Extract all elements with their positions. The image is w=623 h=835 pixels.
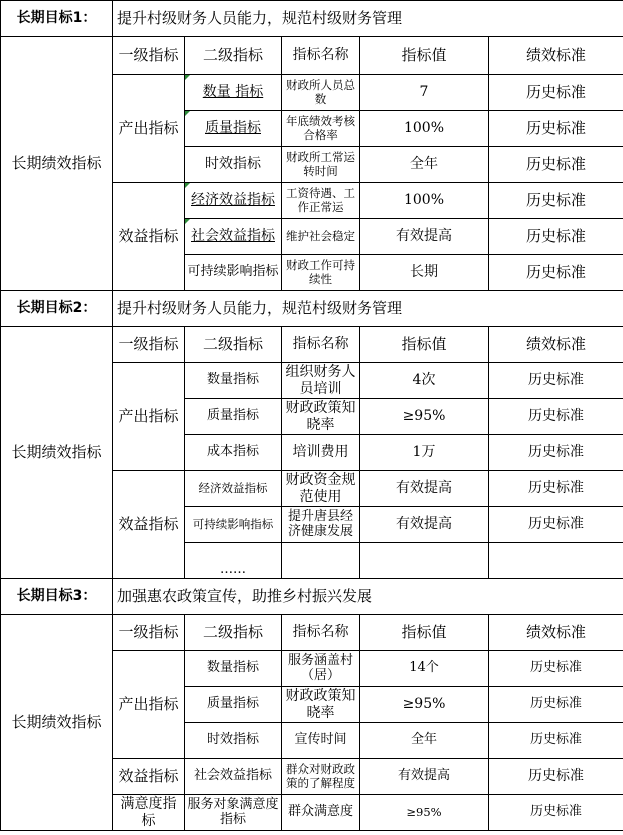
header-level1: 一级指标 [113,327,185,363]
indicator-value-cell: 100% [360,183,489,219]
indicator-name-cell: 财政所工常运转时间 [282,147,360,183]
level1-cell: 产出指标 [113,75,185,183]
indicator-name-cell [282,543,360,579]
goal-2-text: 提升村级财务人员能力，规范村级财务管理 [113,291,623,327]
level2-text: 社会效益指标 [191,228,275,245]
level2-cell: 质量指标 [185,399,282,435]
level2-cell: 数量指标 [185,651,282,687]
level2-cell: 时效指标 [185,723,282,759]
header-performance-standard: 绩效标准 [489,37,623,75]
indicator-value-cell: 全年 [360,147,489,183]
level2-cell: 服务对象满意度指标 [185,795,282,831]
goal-3-header-row [1,615,623,651]
indicator-value-cell: ≥95% [360,795,489,831]
standard-cell [489,543,623,579]
header-level2: 二级指标 [185,615,282,651]
goal-2-header-row [1,327,623,363]
level2-cell [185,75,282,111]
standard-cell: 历史标准 [489,255,623,291]
standard-cell: 历史标准 [489,219,623,255]
indicator-value-cell: ≥95% [360,687,489,723]
indicator-value-cell: 有效提高 [360,219,489,255]
standard-cell: 历史标准 [489,435,623,471]
indicator-name-cell: 群众对财政政策的了解程度 [282,759,360,795]
level2-cell: 社会效益指标 [185,759,282,795]
indicator-value-cell: 1万 [360,435,489,471]
indicator-value-cell: 有效提高 [360,507,489,543]
level2-text: 数量 指标 [202,84,264,101]
goal-2-label: 长期目标2： [1,291,113,327]
indicator-value-cell: 7 [360,75,489,111]
standard-cell: 历史标准 [489,147,623,183]
level2-cell: 可持续影响指标 [185,507,282,543]
level2-cell: 成本指标 [185,435,282,471]
indicator-value-cell: 14个 [360,651,489,687]
indicator-value-cell: 4次 [360,363,489,399]
level2-cell [185,219,282,255]
indicator-name-cell: 提升唐县经济健康发展 [282,507,360,543]
level2-cell [185,111,282,147]
level2-cell: …… [185,543,282,579]
header-indicator-value: 指标值 [360,327,489,363]
standard-cell: 历史标准 [489,399,623,435]
goal-1-text: 提升村级财务人员能力，规范村级财务管理 [113,1,623,37]
standard-cell: 历史标准 [489,111,623,147]
level1-cell: 产出指标 [113,651,185,759]
level1-cell: 效益指标 [113,471,185,579]
indicator-name-cell: 财政所人员总数 [282,75,360,111]
indicator-name-cell: 年底绩效考核合格率 [282,111,360,147]
indicator-name-cell: 培训费用 [282,435,360,471]
goal-2-perf-label: 长期绩效指标 [1,327,113,579]
indicator-name-cell: 财政政策知晓率 [282,687,360,723]
goal-1-row [1,1,623,37]
indicator-name-cell: 工资待遇、工作正常运 [282,183,360,219]
standard-cell: 历史标准 [489,795,623,831]
header-indicator-name: 指标名称 [282,327,360,363]
level2-cell: 质量指标 [185,687,282,723]
indicator-value-cell: 有效提高 [360,759,489,795]
standard-cell: 历史标准 [489,723,623,759]
indicator-name-cell: 组织财务人员培训 [282,363,360,399]
indicator-value-cell: 全年 [360,723,489,759]
indicator-value-cell [360,543,489,579]
standard-cell: 历史标准 [489,471,623,507]
level2-cell: 可持续影响指标 [185,255,282,291]
goal-1-perf-label: 长期绩效指标 [1,37,113,291]
indicator-value-cell: 长期 [360,255,489,291]
header-indicator-value: 指标值 [360,615,489,651]
header-level2: 二级指标 [185,327,282,363]
standard-cell: 历史标准 [489,183,623,219]
standard-cell: 历史标准 [489,687,623,723]
level1-cell: 产出指标 [113,363,185,471]
level2-cell [185,183,282,219]
goal-2-row [1,291,623,327]
level2-cell: 经济效益指标 [185,471,282,507]
indicator-name-cell: 财政工作可持续性 [282,255,360,291]
indicator-value-cell: ≥95% [360,399,489,435]
header-level1: 一级指标 [113,37,185,75]
header-indicator-value: 指标值 [360,37,489,75]
goal-1-label: 长期目标1： [1,1,113,37]
level2-text: 质量指标 [205,120,261,137]
header-performance-standard: 绩效标准 [489,327,623,363]
standard-cell: 历史标准 [489,651,623,687]
header-level1: 一级指标 [113,615,185,651]
indicator-name-cell: 群众满意度 [282,795,360,831]
header-level2: 二级指标 [185,37,282,75]
level2-cell: 时效指标 [185,147,282,183]
standard-cell: 历史标准 [489,363,623,399]
goal-1-header-row [1,37,623,75]
goal-3-label: 长期目标3： [1,579,113,615]
indicator-value-cell: 有效提高 [360,471,489,507]
indicator-name-cell: 财政资金规范使用 [282,471,360,507]
level1-cell: 效益指标 [113,759,185,795]
indicator-value-cell: 100% [360,111,489,147]
indicator-name-cell: 维护社会稳定 [282,219,360,255]
level2-text: 经济效益指标 [191,192,275,209]
indicator-name-cell: 服务涵盖村（居） [282,651,360,687]
indicator-name-cell: 宣传时间 [282,723,360,759]
level1-cell: 满意度指标 [113,795,185,831]
header-indicator-name: 指标名称 [282,615,360,651]
indicator-name-cell: 财政政策知晓率 [282,399,360,435]
header-indicator-name: 指标名称 [282,37,360,75]
header-performance-standard: 绩效标准 [489,615,623,651]
standard-cell: 历史标准 [489,75,623,111]
goal-3-row [1,579,623,615]
level2-cell: 数量指标 [185,363,282,399]
standard-cell: 历史标准 [489,507,623,543]
goal-3-text: 加强惠农政策宣传，助推乡村振兴发展 [113,579,623,615]
goal-3-perf-label: 长期绩效指标 [1,615,113,831]
standard-cell: 历史标准 [489,759,623,795]
level1-cell: 效益指标 [113,183,185,291]
